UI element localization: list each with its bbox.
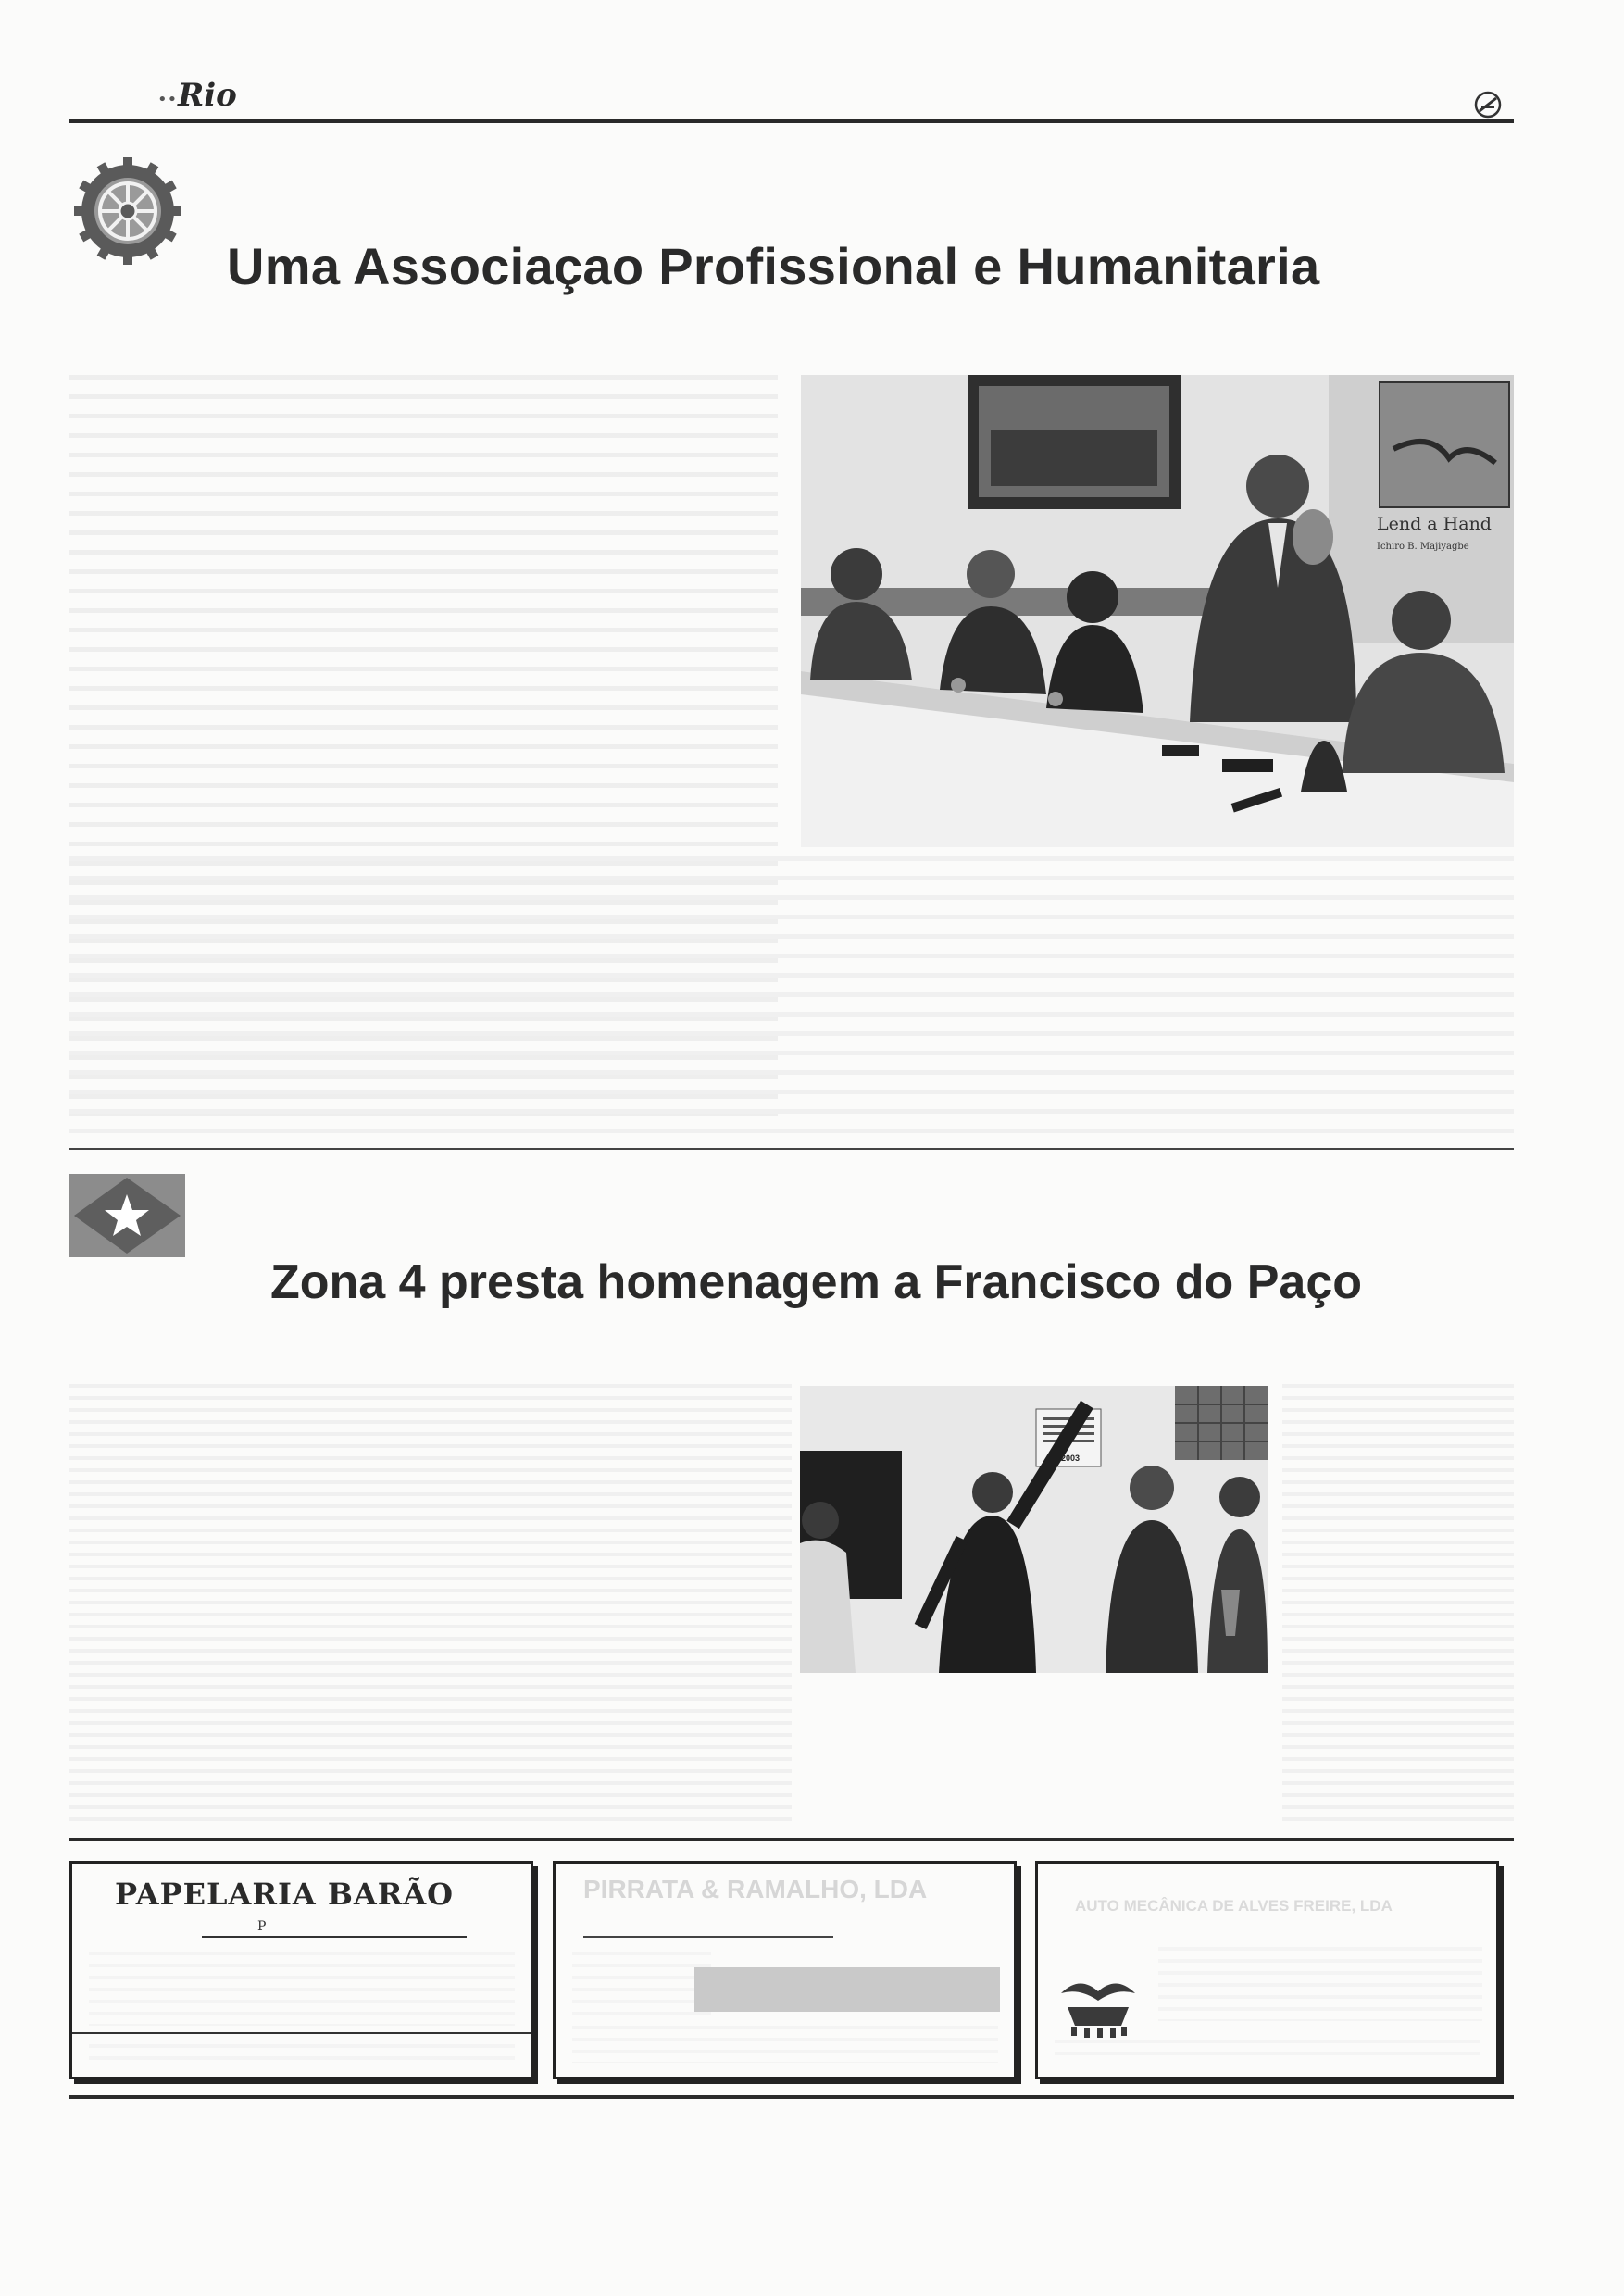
ad-metalurgica-address <box>1055 2040 1480 2064</box>
header-dots-icon: •• <box>157 90 178 109</box>
article1-photo <box>801 375 1514 847</box>
article2-body-left <box>69 1384 792 1828</box>
ad-papelaria-address <box>89 2044 515 2068</box>
article-separator <box>69 1148 1514 1150</box>
rotary-wheel-icon <box>72 156 183 267</box>
ad-papelaria <box>69 1861 533 2079</box>
header-rule <box>69 119 1514 123</box>
ad-papelaria-underline <box>202 1936 467 1938</box>
ad-papelaria-tagline: P <box>257 1919 267 1934</box>
banner-line-1: Lend a Hand <box>1377 514 1492 534</box>
ad-metalurgica-name: AUTO MECÂNICA DE ALVES FREIRE, LDA <box>1075 1897 1393 1915</box>
article1-headline: Uma Associaçao Profissional e Humanitaria <box>227 237 1320 295</box>
ad-pirrata <box>553 1861 1017 2079</box>
ad-pirrata-details <box>572 1952 711 2016</box>
ad-pirrata-address <box>572 2026 998 2063</box>
ad-papelaria-details <box>89 1952 515 2026</box>
article2-photo <box>800 1386 1268 1673</box>
ad-pirrata-name: PIRRATA & RAMALHO, LDA <box>583 1875 928 1903</box>
banner-line-2: Ichiro B. Majiyagbe <box>1377 542 1469 552</box>
ad-pirrata-underline <box>583 1936 833 1938</box>
ads-bottom-rule <box>69 2095 1514 2099</box>
article1-body-wide <box>69 856 1514 1134</box>
article2-headline: Zona 4 presta homenagem a Francisco do Paço <box>270 1255 1363 1309</box>
star-emblem-icon <box>69 1174 185 1257</box>
article2-body-right <box>1282 1384 1514 1828</box>
ad-pirrata-highlight <box>694 1967 1000 2012</box>
ad-papelaria-divider <box>72 2032 531 2034</box>
banner-caption <box>1377 514 1514 552</box>
photo-sign-year: 2003 <box>1061 1454 1081 1463</box>
header-logo-icon <box>1474 91 1502 119</box>
ads-top-rule <box>69 1838 1514 1841</box>
ad-metalurgica <box>1035 1861 1499 2079</box>
section-title: Rio <box>178 77 237 114</box>
gear-bird-logo-icon <box>1056 1956 1140 2040</box>
ad-metalurgica-details <box>1158 1947 1482 2021</box>
ad-papelaria-name: PAPELARIA BARÃO <box>115 1877 455 1912</box>
